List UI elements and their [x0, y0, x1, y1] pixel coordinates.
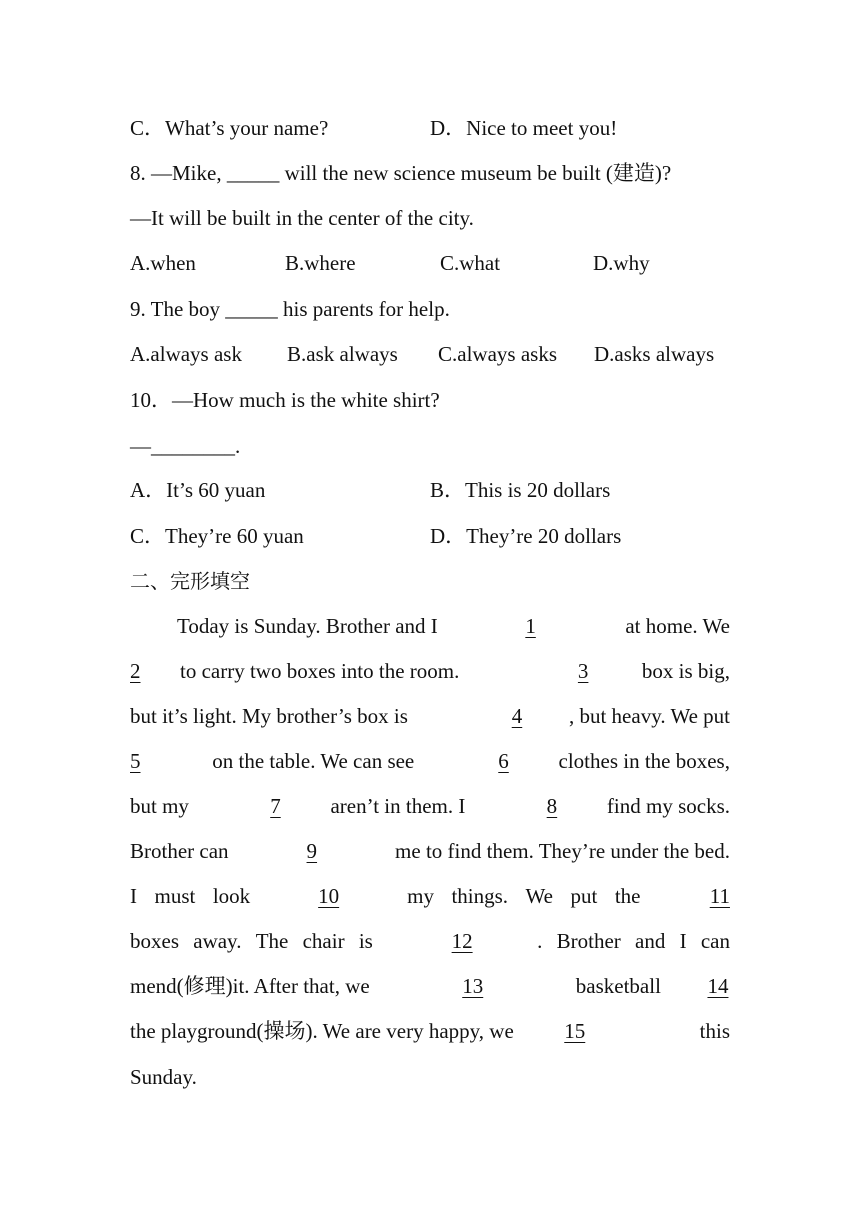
blank-15: 15 — [564, 1019, 586, 1043]
q8-stem — [130, 160, 671, 186]
passage-text: box is big, — [641, 659, 730, 683]
passage-text: away. — [193, 929, 242, 953]
passage-text: clothes in the boxes, — [558, 749, 730, 773]
q8-option-d: D.why — [593, 251, 650, 275]
passage-text: is — [358, 929, 373, 953]
blank-12: 12 — [451, 929, 473, 953]
passage-line-4 — [130, 748, 730, 774]
passage-text: Brother can — [130, 839, 229, 863]
passage-line-3 — [130, 703, 730, 729]
passage-text: find my socks. — [606, 794, 730, 818]
passage-text: aren’t in them. I — [330, 794, 466, 818]
q7-option-d: D．Nice to meet you! — [430, 116, 618, 140]
passage-text: put — [570, 884, 598, 908]
q10-stem: 10．—How much is the white shirt? — [130, 388, 440, 412]
passage-text: but it’s light. My brother’s box is — [130, 704, 408, 728]
passage-text: Today is Sunday. Brother and I — [177, 614, 438, 638]
blank-4: 4 — [511, 704, 523, 728]
passage-text: The — [255, 929, 289, 953]
q10-reply: —________. — [130, 434, 241, 458]
blank-1: 1 — [525, 614, 536, 638]
passage-text: can — [700, 929, 730, 953]
q9-option-d: D.asks always — [594, 342, 715, 366]
passage-line-1 — [177, 613, 730, 639]
q8-stem-start: 8. —Mike, — [130, 161, 227, 185]
passage-text: at home. We — [625, 614, 730, 638]
passage-text: me to find them. They’re under the bed. — [395, 839, 730, 863]
section-heading-cloze: 二、完形填空 — [130, 569, 250, 593]
passage-text: I — [130, 884, 137, 908]
passage-line-11: Sunday. — [130, 1065, 197, 1089]
passage-text: things. — [451, 884, 509, 908]
blank-11: 11 — [709, 884, 730, 908]
q8-stem-end: will the new science museum be built (建造)? — [279, 161, 672, 185]
q9-option-c: C.always asks — [438, 342, 557, 366]
q9-stem-end: his parents for help. — [277, 297, 450, 321]
blank-9: 9 — [306, 839, 318, 863]
passage-line-5 — [130, 793, 730, 819]
passage-text: and — [635, 929, 666, 953]
passage-text: chair — [302, 929, 345, 953]
passage-text: the — [614, 884, 641, 908]
passage-text: look — [212, 884, 251, 908]
blank-2: 2 — [130, 659, 141, 683]
passage-text: the playground(操场). We are very happy, we — [130, 1019, 514, 1043]
passage-text: , but heavy. We put — [568, 704, 730, 728]
passage-text: this — [699, 1019, 730, 1043]
q9-option-a: A.always ask — [130, 342, 242, 366]
passage-text: Brother — [556, 929, 621, 953]
q9-stem — [130, 296, 450, 322]
passage-line-7 — [130, 883, 730, 909]
q9-stem-start: 9. The boy — [130, 297, 226, 321]
passage-text: boxes — [130, 929, 179, 953]
blank-10: 10 — [318, 884, 340, 908]
passage-text: We — [525, 884, 553, 908]
blank-14: 14 — [707, 974, 729, 998]
q9-blank: _____ — [225, 297, 278, 321]
blank-3: 3 — [577, 659, 589, 683]
q10-option-c: C．They’re 60 yuan — [130, 524, 304, 548]
passage-text: mend(修理)it. After that, we — [130, 974, 370, 998]
q10-option-d: D．They’re 20 dollars — [430, 524, 622, 548]
passage-line-6 — [130, 838, 730, 864]
q8-option-b: B.where — [285, 251, 356, 275]
passage-text: to carry two boxes into the room. — [180, 659, 460, 683]
q8-option-c: C.what — [440, 251, 501, 275]
blank-8: 8 — [546, 794, 558, 818]
q8-option-a: A.when — [130, 251, 196, 275]
blank-13: 13 — [462, 974, 484, 998]
passage-line-2 — [130, 658, 730, 684]
q8-answer-line: —It will be built in the center of the city. — [130, 206, 474, 230]
blank-7: 7 — [270, 794, 281, 818]
passage-line-8 — [130, 928, 730, 954]
passage-text: . — [537, 929, 543, 953]
q10-option-a: A．It’s 60 yuan — [130, 478, 266, 502]
blank-6: 6 — [498, 749, 509, 773]
blank-5: 5 — [130, 749, 141, 773]
q10-option-b: B．This is 20 dollars — [430, 478, 611, 502]
passage-text: on the table. We can see — [212, 749, 415, 773]
passage-line-10 — [130, 1018, 730, 1044]
q9-option-b: B.ask always — [287, 342, 398, 366]
passage-text: basketball — [575, 974, 661, 998]
passage-text: but my — [130, 794, 189, 818]
q7-option-c: C．What’s your name? — [130, 116, 329, 140]
passage-line-9 — [130, 973, 730, 999]
passage-text: my — [407, 884, 434, 908]
q8-blank: _____ — [226, 161, 280, 185]
passage-text: must — [154, 884, 196, 908]
passage-text: I — [679, 929, 687, 953]
